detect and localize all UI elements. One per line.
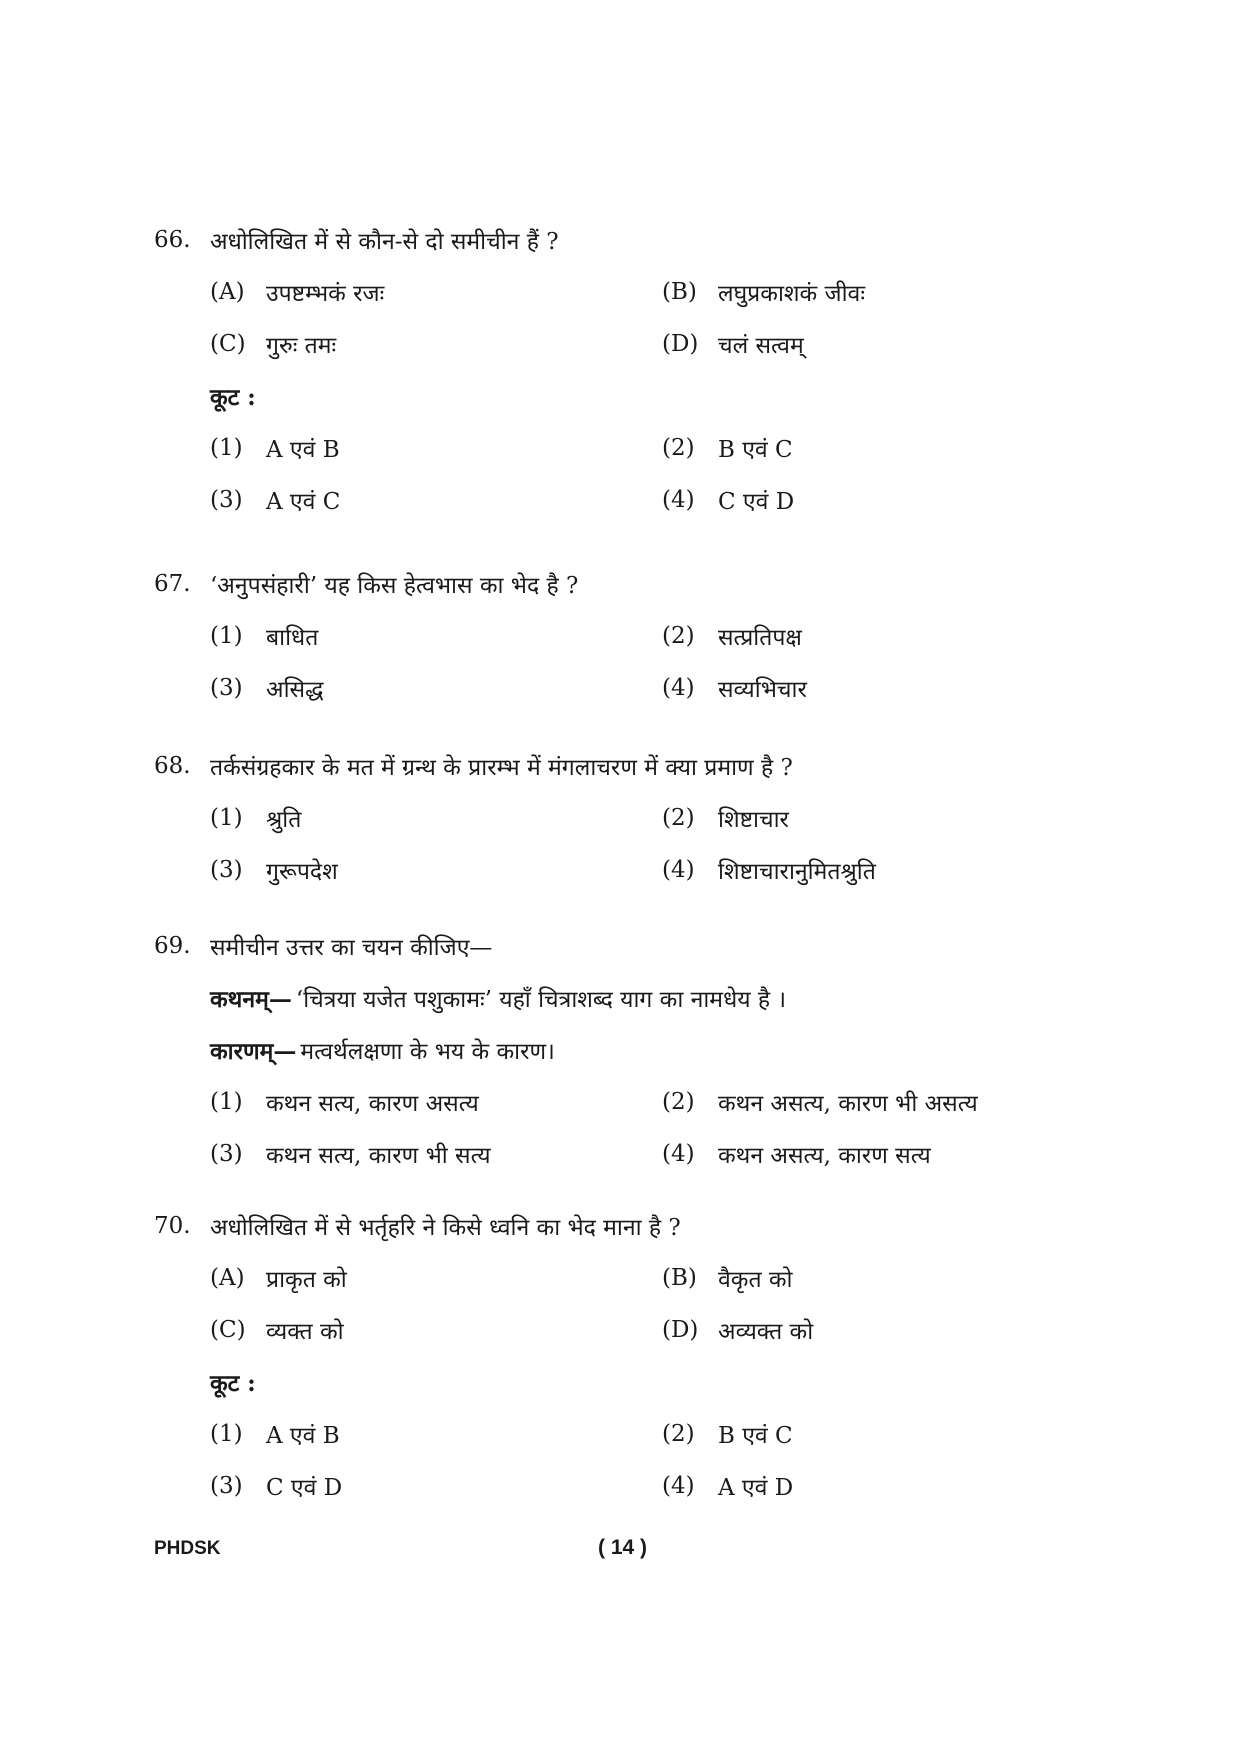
option-text: शिष्टाचारानुमितश्रुति (718, 859, 876, 885)
option-label: (3) (210, 1473, 243, 1499)
option-label: (1) (210, 805, 243, 831)
statement-row (154, 1304, 1054, 1356)
question-text: अधोलिखित में से कौन-से दो समीचीन हैं ? (210, 229, 559, 255)
option-label: (4) (662, 487, 695, 513)
option-text: कथन असत्य, कारण भी असत्य (718, 1091, 978, 1117)
option-3 (210, 1138, 662, 1170)
statement-label: (C) (210, 331, 246, 357)
option-text: गुरूपदेश (266, 859, 338, 885)
statement-text: चलं सत्वम् (718, 333, 804, 359)
option-text: A एवं C (266, 489, 341, 515)
option-text: A एवं B (266, 437, 340, 463)
option-label: (4) (662, 1141, 695, 1167)
option-1 (210, 802, 662, 834)
option-row (154, 610, 1054, 662)
question-stem (154, 740, 1054, 792)
question-69 (154, 920, 1054, 1180)
statement-a (210, 1262, 662, 1294)
option-2 (662, 620, 1054, 652)
statement-label: (A) (210, 1265, 245, 1291)
question-stem (154, 558, 1054, 610)
option-label: (3) (210, 1141, 243, 1167)
option-1 (210, 620, 662, 652)
question-stem (154, 920, 1054, 972)
statement-b (662, 1262, 1054, 1294)
option-text: A एवं D (718, 1475, 794, 1501)
statement-b (662, 276, 1054, 308)
option-row (154, 422, 1054, 474)
option-row (154, 792, 1054, 844)
statement-label: (D) (662, 1317, 699, 1343)
option-label: (4) (662, 1473, 695, 1499)
assertion-label: कथनम्— (210, 986, 292, 1013)
statement-text: लघुप्रकाशकं जीवः (718, 281, 865, 307)
statement-text: गुरुः तमः (266, 333, 337, 359)
statement-text: वैकृत को (718, 1267, 793, 1293)
statement-label: (A) (210, 279, 245, 305)
option-label: (2) (662, 623, 695, 649)
option-row (154, 1076, 1054, 1128)
option-3 (210, 854, 662, 886)
statement-label: (D) (662, 331, 699, 357)
statement-text: प्राकृत को (266, 1267, 347, 1293)
option-label: (1) (210, 435, 243, 461)
question-68 (154, 740, 1054, 896)
question-text: समीचीन उत्तर का चयन कीजिए— (210, 935, 493, 961)
statement-row (154, 1252, 1054, 1304)
option-text: C एवं D (266, 1475, 343, 1501)
option-label: (1) (210, 1421, 243, 1447)
option-row (154, 844, 1054, 896)
option-text: कथन असत्य, कारण सत्य (718, 1143, 931, 1169)
question-stem (154, 214, 1054, 266)
option-1 (210, 1418, 662, 1450)
statement-c (210, 1314, 662, 1346)
statement-d (662, 328, 1054, 360)
option-text: कथन सत्य, कारण असत्य (266, 1091, 479, 1117)
option-2 (662, 1086, 1054, 1118)
reason-text: मत्वर्थलक्षणा के भय के कारण। (300, 1039, 555, 1065)
reason-label: कारणम्— (210, 1038, 297, 1065)
question-number: 67. (154, 571, 191, 597)
option-label: (2) (662, 1089, 695, 1115)
question-text: ‘अनुपसंहारी’ यह किस हेत्वभास का भेद है ? (210, 573, 579, 599)
option-label: (3) (210, 857, 243, 883)
option-2 (662, 432, 1054, 464)
option-text: C एवं D (718, 489, 795, 515)
option-2 (662, 802, 1054, 834)
koot-heading: कूट : (210, 1370, 256, 1397)
option-label: (1) (210, 1089, 243, 1115)
option-3 (210, 1470, 662, 1502)
question-stem (154, 1200, 1054, 1252)
statement-label: (C) (210, 1317, 246, 1343)
option-row (154, 1408, 1054, 1460)
statement-row (154, 266, 1054, 318)
question-text: अधोलिखित में से भर्तृहरि ने किसे ध्वनि का भेद माना है ? (210, 1215, 681, 1241)
option-text: कथन सत्य, कारण भी सत्य (266, 1143, 491, 1169)
statement-a (210, 276, 662, 308)
option-1 (210, 432, 662, 464)
option-label: (4) (662, 675, 695, 701)
statement-text: अव्यक्त को (718, 1319, 814, 1345)
option-text: B एवं C (718, 1423, 793, 1449)
option-row (154, 1128, 1054, 1180)
question-number: 69. (154, 933, 191, 959)
option-text: शिष्टाचार (718, 807, 789, 833)
page-number: ( 14 ) (598, 1536, 648, 1559)
option-4 (662, 1470, 1054, 1502)
option-text: सव्यभिचार (718, 677, 807, 703)
statement-label: (B) (662, 279, 697, 305)
option-1 (210, 1086, 662, 1118)
option-text: सत्प्रतिपक्ष (718, 625, 802, 651)
option-4 (662, 484, 1054, 516)
statement-d (662, 1314, 1054, 1346)
option-2 (662, 1418, 1054, 1450)
question-text: तर्कसंग्रहकार के मत में ग्रन्थ के प्रारम्भ में मंगलाचरण में क्या प्रमाण है ? (210, 755, 793, 781)
option-row (154, 662, 1054, 714)
assertion-text: ‘चित्रया यजेत पशुकामः’ यहाँ चित्राशब्द याग का नामधेय है । (295, 987, 787, 1013)
statement-label: (B) (662, 1265, 697, 1291)
statement-row (154, 318, 1054, 370)
option-text: असिद्ध (266, 677, 324, 703)
koot-heading: कूट : (210, 384, 256, 411)
statement-text: व्यक्त को (266, 1319, 344, 1345)
option-3 (210, 672, 662, 704)
reason-line (210, 1024, 1054, 1076)
question-70 (154, 1200, 1054, 1512)
option-4 (662, 854, 1054, 886)
option-row (154, 474, 1054, 526)
statement-c (210, 328, 662, 360)
question-66 (154, 214, 1054, 526)
option-text: B एवं C (718, 437, 793, 463)
question-number: 70. (154, 1213, 191, 1239)
option-label: (2) (662, 435, 695, 461)
option-3 (210, 484, 662, 516)
option-label: (2) (662, 1421, 695, 1447)
question-number: 68. (154, 753, 191, 779)
option-label: (3) (210, 487, 243, 513)
option-label: (4) (662, 857, 695, 883)
option-text: श्रुति (266, 807, 302, 833)
option-label: (1) (210, 623, 243, 649)
option-row (154, 1460, 1054, 1512)
question-67 (154, 558, 1054, 714)
paper-code: PHDSK (154, 1538, 221, 1559)
option-4 (662, 1138, 1054, 1170)
option-4 (662, 672, 1054, 704)
statement-text: उपष्टम्भकं रजः (266, 281, 385, 307)
option-label: (3) (210, 675, 243, 701)
option-text: बाधित (266, 625, 319, 651)
option-text: A एवं B (266, 1423, 340, 1449)
option-label: (2) (662, 805, 695, 831)
question-number: 66. (154, 227, 191, 253)
assertion-line (210, 972, 1054, 1024)
